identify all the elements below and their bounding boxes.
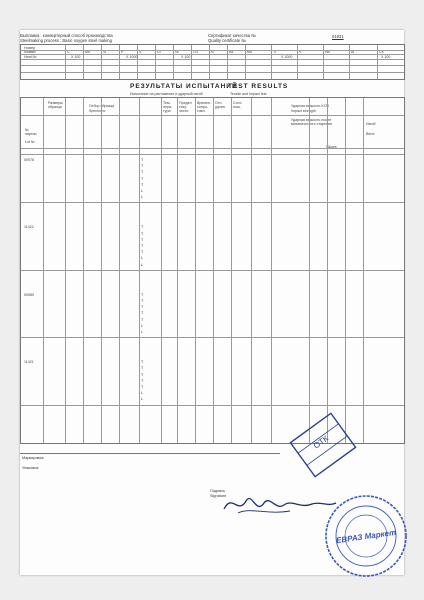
cell-pos: L bbox=[141, 262, 144, 267]
mech-row-divider bbox=[21, 115, 404, 116]
packing-label: Упаковка: bbox=[22, 466, 40, 470]
chem-col-element: Al bbox=[351, 50, 355, 54]
cell-pos: L bbox=[141, 330, 144, 334]
lot-divider bbox=[21, 405, 404, 406]
cell-pos: L bbox=[141, 391, 144, 396]
chem-multiplier-label: X 100 bbox=[181, 54, 191, 59]
mech-col-temperature: Тем- пера- тура bbox=[163, 101, 173, 113]
chem-col-element: Cr bbox=[157, 50, 161, 54]
mech-col-tensile: Времен. сопро- тивл. bbox=[197, 101, 211, 113]
chem-multiplier-label: X 1000 bbox=[126, 54, 138, 59]
lot-number: 00978 bbox=[24, 158, 34, 162]
mechanical-test-table bbox=[20, 97, 405, 444]
chem-row-divider bbox=[21, 59, 404, 60]
cell-pos: T bbox=[141, 378, 144, 383]
chemical-composition-table bbox=[20, 44, 405, 80]
signature-label-en: Signature bbox=[210, 494, 227, 498]
cell-pos: T bbox=[141, 360, 144, 365]
chem-col-element: As bbox=[229, 50, 234, 54]
cell-pos: L bbox=[141, 397, 144, 402]
certificate-number: 01931 bbox=[332, 34, 344, 39]
mech-col-orientation: Отбор образца bbox=[89, 104, 115, 108]
chem-row-divider bbox=[21, 65, 404, 66]
footer-rule bbox=[20, 453, 280, 454]
mech-col-sample: Размеры образца bbox=[48, 101, 63, 109]
lot-number: 00989 bbox=[24, 292, 34, 297]
lot-number: 11422 bbox=[24, 225, 34, 230]
chem-col-element: Cu bbox=[193, 50, 198, 54]
company-round-stamp bbox=[320, 490, 412, 582]
lot-divider bbox=[21, 202, 404, 203]
chem-col-element: Mn bbox=[85, 50, 90, 54]
certificate-sheet bbox=[20, 30, 404, 575]
mech-row-divider bbox=[21, 154, 404, 155]
cell-pos: T bbox=[141, 176, 144, 181]
melting-label-ru: Выплавка : конвертерный способ производства bbox=[20, 33, 113, 38]
chem-multiplier-label: X 100 bbox=[381, 54, 391, 59]
cell-pos: T bbox=[141, 372, 144, 377]
mech-col-bend-en: Bend bbox=[366, 132, 375, 136]
mech-col-kcu-en: Impact strength bbox=[291, 109, 316, 113]
mech-col-lot-en: Lot № bbox=[25, 140, 35, 144]
chem-multiplier-label: X 100 bbox=[71, 54, 81, 59]
cell-pos: L bbox=[141, 189, 144, 193]
company-stamp-text: ЕВРАЗ Маркет bbox=[335, 527, 397, 546]
chem-row-divider bbox=[21, 50, 404, 51]
cell-pos: T bbox=[141, 311, 144, 316]
cell-pos: T bbox=[141, 244, 144, 248]
chem-col-heat: плавки bbox=[24, 50, 36, 54]
chem-col-element: Nb bbox=[325, 50, 330, 54]
lot-divider bbox=[21, 337, 404, 338]
cell-pos: L bbox=[141, 323, 144, 328]
cell-pos: T bbox=[141, 182, 144, 187]
results-subtitle-ru: Испытание на растяжение и ударный изгиб bbox=[130, 92, 203, 96]
mech-col-ratio: Соот- нош. bbox=[233, 101, 243, 109]
signature-label: Подпись bbox=[210, 489, 226, 493]
cell-pos: T bbox=[141, 231, 144, 236]
chem-col-element: C bbox=[67, 50, 70, 54]
marking-label: Маркировка: bbox=[22, 456, 45, 460]
lot-number: 11421 bbox=[24, 360, 34, 365]
chem-col-element: P bbox=[121, 50, 124, 54]
cell-pos: L bbox=[141, 195, 144, 200]
cell-pos: L bbox=[141, 256, 144, 261]
cell-pos: T bbox=[141, 158, 144, 162]
chem-col-element: CE bbox=[379, 50, 384, 54]
chem-row-divider bbox=[21, 72, 404, 73]
cell-pos: T bbox=[141, 164, 144, 169]
lot-divider bbox=[21, 270, 404, 271]
cell-pos: T bbox=[141, 366, 144, 371]
mech-values-label: Values bbox=[326, 145, 337, 149]
chem-col-element: Ti bbox=[273, 50, 276, 54]
chem-col-element: N bbox=[211, 50, 214, 54]
cell-pos: T bbox=[141, 170, 144, 175]
results-title-en: TEST RESULTS bbox=[228, 83, 289, 90]
chem-col-element: Mo bbox=[247, 50, 252, 54]
cell-pos: T bbox=[141, 317, 144, 322]
mech-col-lot: № партии bbox=[25, 128, 37, 136]
chem-col-heat-en: Heat № bbox=[24, 55, 37, 59]
results-subtitle-en: Tensile and impact test bbox=[230, 92, 267, 96]
mech-col-kcv: Ударная вязкость после механического старения bbox=[291, 118, 332, 126]
cell-pos: T bbox=[141, 250, 144, 255]
mech-col-yield: Предел теку- чести bbox=[179, 101, 192, 113]
results-title-ru: РЕЗУЛЬТАТЫ ИСПЫТАНИЙ bbox=[130, 83, 238, 90]
chem-col-number: Номер bbox=[24, 46, 36, 50]
cell-pos: T bbox=[141, 385, 144, 389]
mech-col-kcu: Ударная вязкость KCU bbox=[291, 104, 329, 108]
chem-col-element: Si bbox=[103, 50, 107, 54]
chem-col-element: Ni bbox=[175, 50, 179, 54]
cell-pos: T bbox=[141, 237, 144, 242]
mech-row-divider bbox=[21, 148, 404, 149]
cell-pos: T bbox=[141, 299, 144, 303]
mech-col-elongation: Отн. удлин. bbox=[215, 101, 226, 109]
mech-col-bend: Изгиб bbox=[366, 122, 376, 126]
mech-col-orientation-en: Specimen: bbox=[89, 109, 106, 113]
cell-pos: T bbox=[141, 292, 144, 297]
melting-label-en: Steelmaking process : Basic oxygen steel making bbox=[20, 38, 112, 43]
chem-col-element: V bbox=[299, 50, 302, 54]
chem-col-element: S bbox=[139, 50, 142, 54]
certificate-label-ru: Сертификат качества № bbox=[208, 33, 256, 38]
cell-pos: T bbox=[141, 225, 144, 230]
certificate-label-en: Quality certificate № bbox=[208, 38, 246, 43]
cell-pos: T bbox=[141, 305, 144, 310]
otk-stamp bbox=[288, 410, 358, 480]
chem-multiplier-label: X 1000 bbox=[281, 54, 293, 59]
otk-stamp-text: ОТК bbox=[311, 433, 330, 451]
